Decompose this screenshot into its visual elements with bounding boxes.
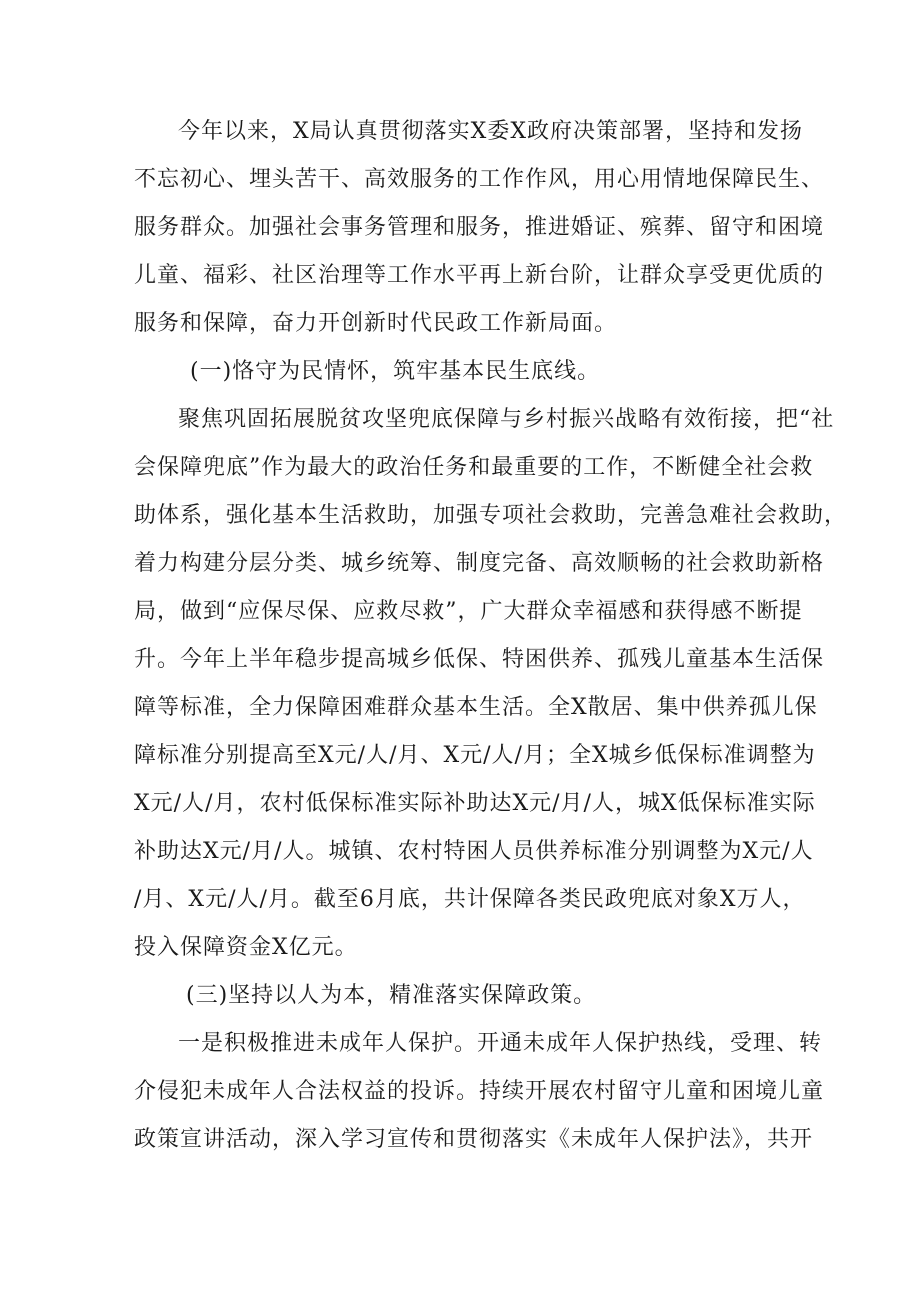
text-line: 助体系，强化基本生活救助，加强专项社会救助，完善急难社会救助，: [134, 503, 848, 528]
text-line: 局，做到“应保尽保、应救尽救”，广大群众幸福感和获得感不断提: [134, 599, 803, 624]
section-heading-1: (一)恪守为民情怀，筑牢基本民生底线。: [190, 359, 601, 384]
text-line: 障标准分别提高至X元/人/月、X元/人/月；全X城乡低保标准调整为: [134, 743, 816, 768]
text-line: 投入保障资金X亿元。: [134, 935, 358, 960]
text-line: 补助达X元/月/人。城镇、农村特困人员供养标准分别调整为X元/人: [134, 839, 814, 864]
text-line: 一是积极推进未成年人保护。开通未成年人保护热线，受理、转: [178, 1031, 823, 1056]
text-line: 障等标准，全力保障困难群众基本生活。全X散居、集中供养孤儿保: [134, 695, 818, 720]
text-line: 不忘初心、埋头苦干、高效服务的工作作风，用心用情地保障民生、: [134, 167, 825, 192]
text-line: 着力构建分层分类、城乡统筹、制度完备、高效顺畅的社会救助新格: [134, 551, 825, 576]
text-line: 聚焦巩固拓展脱贫攻坚兜底保障与乡村振兴战略有效衔接，把“社: [178, 407, 835, 432]
text-line: 升。今年上半年稳步提高城乡低保、特困供养、孤残儿童基本生活保: [134, 647, 825, 672]
text-line: 政策宣讲活动，深入学习宣传和贯彻落实《未成年人保护法》，共开: [134, 1127, 814, 1152]
text-line: 服务和保障，奋力开创新时代民政工作新局面。: [134, 311, 618, 336]
text-line: 服务群众。加强社会事务管理和服务，推进婚证、殡葬、留守和困境: [134, 215, 825, 240]
text-line: X元/人/月，农村低保标准实际补助达X元/月/人，城X低保标准实际: [134, 791, 816, 816]
text-line: /月、X元/人/月。截至6月底，共计保障各类民政兜底对象X万人，: [134, 887, 806, 912]
section-heading-3: (三)坚持以人为本，精准落实保障政策。: [186, 983, 597, 1008]
text-line: 儿童、福彩、社区治理等工作水平再上新台阶，让群众享受更优质的: [134, 263, 825, 288]
text-line: 会保障兜底”作为最大的政治任务和最重要的工作，不断健全社会救: [134, 455, 814, 480]
text-line: 介侵犯未成年人合法权益的投诉。持续开展农村留守儿童和困境儿童: [134, 1079, 825, 1104]
text-line: 今年以来，X局认真贯彻落实X委X政府决策部署，坚持和发扬: [178, 119, 803, 144]
